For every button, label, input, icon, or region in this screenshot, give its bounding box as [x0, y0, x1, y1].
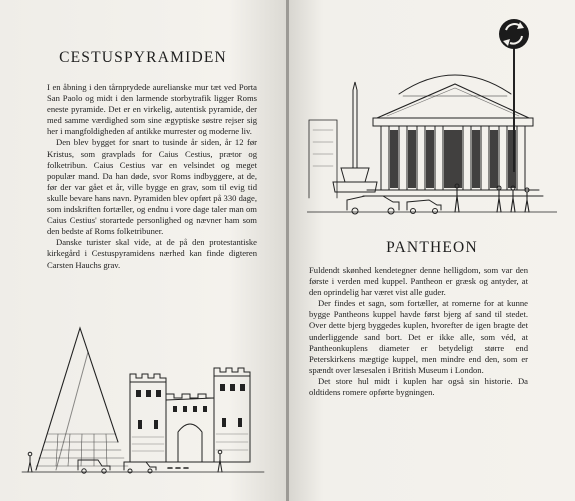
paragraph: Danske turister skal vide, at de på den protestantiske kirkegård i Cestuspyramidens nærhed kan finde digteren Carsten Hauchs grav. [47, 237, 257, 270]
paragraph: Fuldendt skønhed kendetegner denne helligdom, som var den første i verden med kuppel. Pantheon er græsk og antyder, at den oprindelig har været vist alle guder. [309, 265, 528, 298]
right-page [289, 0, 575, 501]
left-page [0, 0, 286, 501]
body-text [309, 265, 528, 398]
paragraph: I en åbning i den tårnprydede aurelianske mur tæt ved Porta San Paolo og midt i den larmende storbytrafik ligger Roms eneste pyramide. Det er en virkelig, autentisk pyramide, der med samme værdighed som sine ægyptiske søstre rejser sig her i mangfoldigheden af antikke murrester og moderne liv. [47, 82, 257, 137]
pyramid-and-city-gate-sketch [18, 322, 268, 482]
roundabout-traffic-sign-icon [494, 12, 534, 172]
page-title: PANTHEON [386, 239, 478, 256]
paragraph: Der findes et sagn, som fortæller, at romerne for at kunne bygge Pantheons kuppel havde først bjerg af sand til stedet. Over dette bjerg byggedes kuplen, hvorefter de igen bragte det underliggende sand bort. Det er ikke alle, som véd, at Pantheonkuplens diameter er betydeligt større end Peterskirkens mægtige kuppel, men mindre end den, som er spændt over læsesalen i British Museum i London. [309, 298, 528, 375]
body-text [47, 82, 257, 271]
paragraph: Den blev bygget for snart to tusinde år siden, år 12 før Kristus, som gravplads for Caius Cestius, prætor og folketribun. Caius Cestius var en velsindet og meget populær mand. Da han døde, svor Roms indbyggere, at de, før der var gået et år, ville bygge en grav, som til evig tid skulle bevare hans navn. Pyramiden blev opført på 330 dage, som indskriften fortæller, og endnu i vore dage taler man om Caius Cestius' storartede personlighed og nævner ham som den bedste af Roms folketribuner. [47, 137, 257, 237]
page-title: CESTUSPYRAMIDEN [59, 49, 227, 66]
paragraph: Det store hul midt i kuplen har også sin historie. Da oldtidens romere opførte bygningen. [309, 375, 528, 398]
